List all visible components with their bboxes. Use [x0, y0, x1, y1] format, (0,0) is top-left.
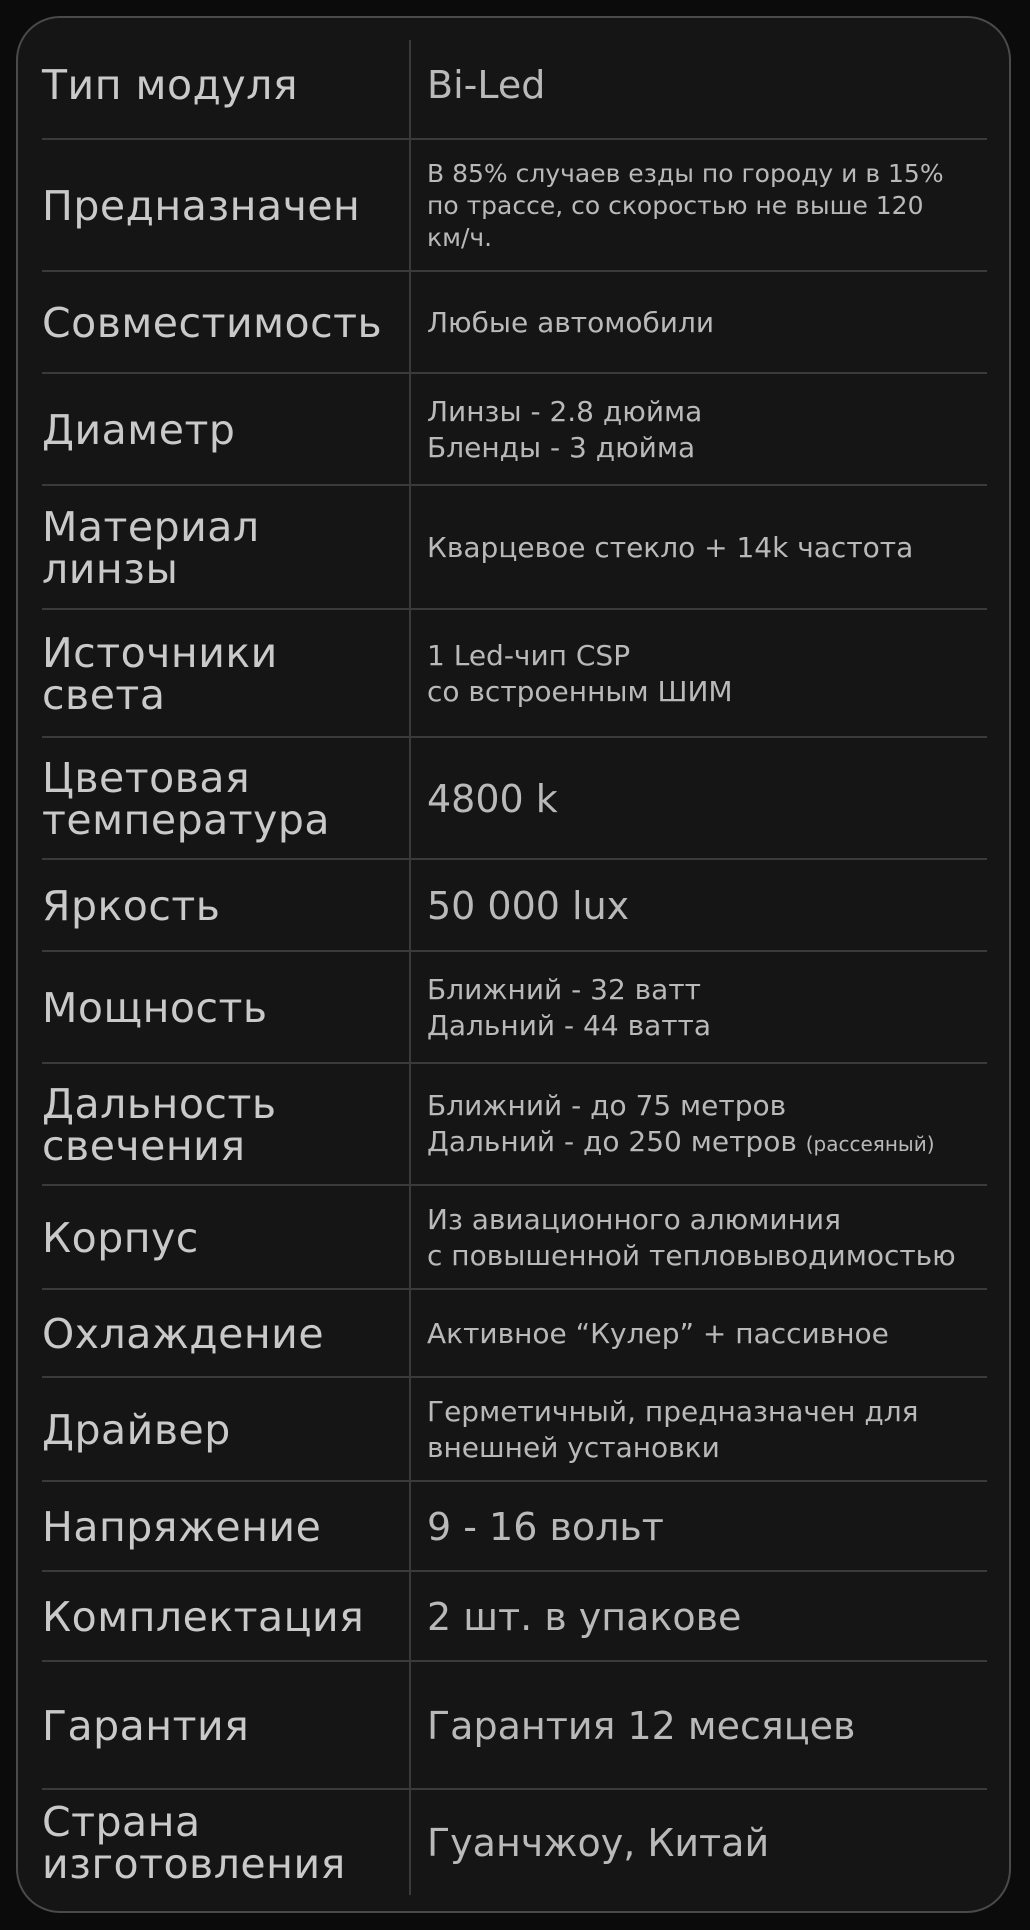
spec-value-line: [427, 1316, 987, 1352]
spec-value-line: [427, 1506, 987, 1548]
spec-value-text: Дальний - до 250 метров: [427, 1125, 797, 1158]
spec-value-text: км/ч.: [427, 223, 493, 252]
spec-row: [42, 738, 987, 860]
spec-label: Гарантия: [42, 1702, 250, 1750]
spec-value: [427, 486, 987, 610]
spec-value-text: Активное “Кулер” + пассивное: [427, 1317, 889, 1350]
spec-value-line: [427, 885, 987, 927]
spec-row: [42, 140, 987, 272]
spec-value-text: 1 Led-чип CSP: [427, 639, 631, 672]
spec-value-line: [427, 1822, 987, 1864]
spec-label: Предназначен: [42, 182, 361, 230]
spec-value-line: [427, 674, 987, 710]
spec-value-text: Герметичный, предназначен для: [427, 1395, 919, 1428]
spec-value: [427, 374, 987, 486]
spec-value-line: [427, 222, 987, 254]
spec-value: [427, 1572, 987, 1662]
spec-label: Яркость: [42, 882, 221, 930]
spec-label: Тип модуля: [42, 61, 299, 109]
spec-row: [42, 1790, 987, 1895]
spec-label: Мощность: [42, 984, 268, 1032]
spec-value-text: Ближний - 32 ватт: [427, 973, 701, 1006]
spec-value-text: с повышенной тепловыводимостью: [427, 1239, 956, 1272]
spec-value: [427, 1186, 987, 1290]
spec-row: [42, 30, 987, 140]
spec-value-text: 2 шт. в упакове: [427, 1595, 742, 1639]
spec-value-line: [427, 158, 987, 190]
spec-value-line: [427, 1202, 987, 1238]
spec-row: [42, 860, 987, 952]
spec-value: [427, 1290, 987, 1378]
spec-label: Дальность свечения: [42, 1080, 277, 1170]
spec-row: [42, 272, 987, 374]
spec-value: [427, 1790, 987, 1895]
spec-label: Страна изготовления: [42, 1797, 346, 1888]
spec-label: Напряжение: [42, 1503, 322, 1551]
spec-value-line: [427, 1008, 987, 1044]
spec-value-line: [427, 64, 987, 106]
spec-row: [42, 610, 987, 738]
spec-value-line: [427, 305, 987, 341]
spec-value-text: Любые автомобили: [427, 306, 715, 339]
spec-value: [427, 738, 987, 860]
spec-value-text: Дальний - 44 ватта: [427, 1009, 712, 1042]
spec-label: Охлаждение: [42, 1310, 325, 1358]
spec-value-line: [427, 1596, 987, 1638]
spec-row: [42, 1186, 987, 1290]
spec-row: [42, 486, 987, 610]
spec-label: Диаметр: [42, 406, 236, 454]
spec-value-line: [427, 778, 987, 820]
spec-value-text: 50 000 lux: [427, 884, 630, 928]
spec-label: Совместимость: [42, 299, 383, 347]
spec-value-line: [427, 1394, 987, 1430]
spec-value-line: [427, 1238, 987, 1274]
spec-value-text: внешней установки: [427, 1431, 720, 1464]
spec-value-text: 9 - 16 вольт: [427, 1505, 664, 1549]
spec-value-text: Бленды - 3 дюйма: [427, 431, 696, 464]
spec-value: [427, 952, 987, 1064]
spec-value-note: (рассеяный): [805, 1132, 935, 1156]
spec-value-line: [427, 530, 987, 566]
spec-value-line: [427, 1124, 987, 1162]
spec-value-text: Из авиационного алюминия: [427, 1203, 841, 1236]
spec-row: [42, 952, 987, 1064]
spec-value-text: Ближний - до 75 метров: [427, 1089, 787, 1122]
spec-value: [427, 140, 987, 272]
spec-value: [427, 1662, 987, 1790]
spec-value: [427, 1482, 987, 1572]
spec-row: [42, 1482, 987, 1572]
spec-value: [427, 272, 987, 374]
spec-row: [42, 1572, 987, 1662]
spec-value-line: [427, 638, 987, 674]
spec-value-line: [427, 190, 987, 222]
spec-value-line: [427, 1705, 987, 1747]
spec-label: Цветовая температура: [42, 754, 331, 844]
spec-value-line: [427, 394, 987, 430]
spec-value-line: [427, 972, 987, 1008]
spec-row: [42, 1662, 987, 1790]
spec-value-text: 4800 k: [427, 777, 558, 821]
spec-value-line: [427, 1088, 987, 1124]
spec-row: [42, 1290, 987, 1378]
spec-value-line: [427, 1430, 987, 1466]
spec-label: Комплектация: [42, 1593, 365, 1641]
spec-value-line: [427, 430, 987, 466]
spec-label: Материал линзы: [42, 503, 260, 593]
spec-row: [42, 374, 987, 486]
spec-label: Драйвер: [42, 1406, 231, 1454]
spec-value-text: Линзы - 2.8 дюйма: [427, 395, 703, 428]
spec-value-text: Гуанчжоу, Китай: [427, 1820, 770, 1865]
spec-value-text: Bi-Led: [427, 63, 546, 107]
spec-value: [427, 860, 987, 952]
spec-row: [42, 1378, 987, 1482]
spec-value-text: со встроенным ШИМ: [427, 675, 733, 708]
spec-value-text: Гарантия 12 месяцев: [427, 1704, 856, 1748]
spec-value: [427, 1378, 987, 1482]
spec-label: Корпус: [42, 1214, 199, 1262]
spec-row: [42, 1064, 987, 1186]
spec-value: [427, 1064, 987, 1186]
spec-label: Источники света: [42, 629, 278, 719]
spec-value: [427, 610, 987, 738]
spec-value-text: Кварцевое стекло + 14k частота: [427, 531, 914, 564]
spec-value-text: по трассе, со скоростью не выше 120: [427, 191, 924, 220]
spec-value-text: В 85% случаев езды по городу и в 15%: [427, 159, 944, 188]
spec-value: [427, 30, 987, 140]
